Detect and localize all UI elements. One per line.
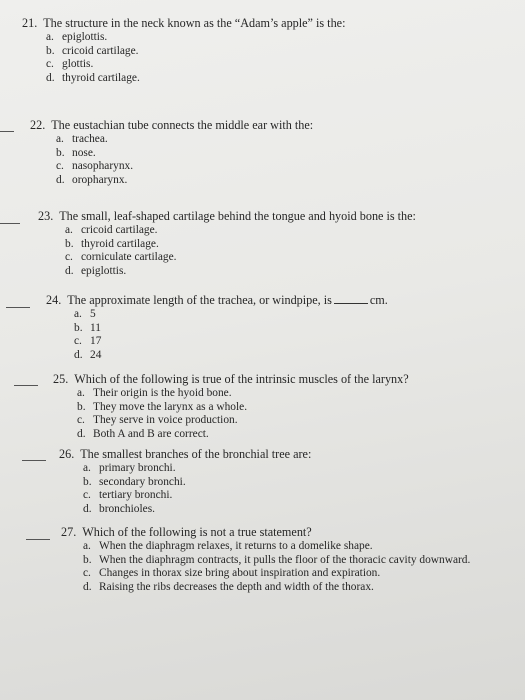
text-span: Both A and B are correct. — [93, 427, 209, 440]
option-c — [65, 251, 416, 265]
text-span: Raising the ribs decreases the depth and width of the thorax. — [99, 580, 374, 593]
option-c — [83, 567, 470, 581]
text-span: 5 — [90, 308, 96, 320]
text-span: They move the larynx as a whole. — [93, 400, 248, 413]
option-letter: c. — [65, 251, 73, 264]
option-letter: d. — [83, 580, 92, 593]
question-27 — [61, 525, 470, 594]
option-b — [83, 476, 311, 490]
answer-blank-25 — [14, 385, 38, 386]
text-span: glottis. — [62, 58, 94, 71]
option-c — [46, 58, 345, 72]
option-b — [83, 554, 470, 568]
text-span: epiglottis. — [62, 31, 108, 43]
option-letter: b. — [74, 321, 83, 334]
option-letter: a. — [74, 308, 82, 320]
option-letter: d. — [56, 173, 65, 186]
text-span: Changes in thorax size bring about inspiration and expiration. — [99, 567, 381, 580]
text-span: thyroid cartilage. — [62, 71, 140, 84]
question-25 — [53, 372, 409, 441]
option-b — [56, 147, 313, 161]
text-span: 24. — [46, 293, 62, 307]
text-span: 22. — [30, 118, 46, 132]
option-d — [56, 174, 313, 188]
text-span: 26. — [59, 447, 75, 461]
option-d — [77, 428, 409, 442]
option-letter: c. — [83, 567, 91, 580]
question-22 — [30, 118, 313, 187]
text-span: Their origin is the hyoid bone. — [93, 387, 232, 399]
option-letter: c. — [83, 489, 91, 502]
option-c — [77, 414, 409, 428]
option-b — [46, 45, 345, 59]
text-span: The approximate length of the trachea, or windpipe, is — [67, 293, 332, 307]
option-a — [46, 31, 345, 45]
text-span: epiglottis. — [81, 264, 127, 277]
option-letter: a. — [46, 31, 54, 43]
text-span: They serve in voice production. — [93, 414, 238, 427]
option-a — [83, 462, 311, 476]
text-span: nasopharynx. — [72, 160, 134, 173]
question-stem — [59, 447, 311, 462]
text-span: Which of the following is true of the intrinsic muscles of the larynx? — [74, 372, 409, 386]
option-b — [65, 238, 416, 252]
text-span: oropharynx. — [72, 173, 128, 186]
question-stem — [22, 16, 345, 31]
answer-blank-23 — [0, 223, 20, 224]
text-span: secondary bronchi. — [99, 475, 186, 488]
option-c — [74, 335, 388, 349]
option-d — [74, 349, 388, 363]
question-21 — [22, 16, 345, 85]
option-a — [83, 540, 470, 554]
option-letter: c. — [77, 414, 85, 427]
text-span: 24 — [90, 348, 102, 361]
option-letter: d. — [77, 427, 86, 440]
text-span: corniculate cartilage. — [81, 251, 177, 264]
text-span: cm. — [369, 293, 388, 307]
option-letter: a. — [77, 387, 85, 399]
option-letter: c. — [56, 160, 64, 173]
option-c — [83, 489, 311, 503]
option-a — [56, 133, 313, 147]
option-letter: d. — [46, 71, 55, 84]
text-span: Which of the following is not a true statement? — [82, 525, 312, 539]
text-span: The small, leaf-shaped cartilage behind the tongue and hyoid bone is the: — [59, 209, 416, 223]
option-letter: a. — [83, 462, 91, 474]
option-letter: c. — [46, 58, 54, 71]
text-span: bronchioles. — [99, 502, 155, 515]
question-stem — [38, 209, 416, 224]
option-a — [77, 387, 409, 401]
text-span: 11 — [90, 321, 101, 334]
option-letter: c. — [74, 335, 82, 348]
text-span: 21. — [22, 16, 38, 30]
text-span: When the diaphragm contracts, it pulls the floor of the thoracic cavity downward. — [99, 553, 471, 566]
option-letter: d. — [74, 348, 83, 361]
question-24 — [46, 293, 388, 362]
question-26 — [59, 447, 311, 516]
option-d — [65, 265, 416, 279]
option-letter: d. — [65, 264, 74, 277]
answer-blank-24 — [6, 307, 30, 308]
question-23 — [38, 209, 416, 278]
option-b — [74, 322, 388, 336]
answer-blank-26 — [22, 460, 46, 461]
text-span: When the diaphragm relaxes, it returns to a domelike shape. — [99, 540, 373, 552]
option-letter: b. — [77, 400, 86, 413]
option-letter: b. — [56, 146, 65, 159]
option-d — [83, 581, 470, 595]
question-stem — [61, 525, 470, 540]
option-c — [56, 160, 313, 174]
text-span: cricoid cartilage. — [62, 44, 139, 57]
text-span: The eustachian tube connects the middle ear with the: — [51, 118, 314, 132]
option-letter: a. — [56, 133, 64, 145]
text-span: 27. — [61, 525, 77, 539]
text-span: primary bronchi. — [99, 462, 176, 474]
option-a — [74, 308, 388, 322]
option-letter: b. — [83, 553, 92, 566]
text-span: cricoid cartilage. — [81, 224, 158, 236]
option-d — [83, 503, 311, 517]
option-d — [46, 72, 345, 86]
option-letter: a. — [65, 224, 73, 236]
text-span: 17 — [90, 335, 102, 348]
text-span: The smallest branches of the bronchial tree are: — [80, 447, 312, 461]
option-letter: b. — [46, 44, 55, 57]
text-span: thyroid cartilage. — [81, 237, 159, 250]
option-letter: a. — [83, 540, 91, 552]
option-letter: b. — [65, 237, 74, 250]
option-letter: b. — [83, 475, 92, 488]
inline-answer-blank — [334, 293, 368, 304]
text-span: 25. — [53, 372, 69, 386]
question-stem — [53, 372, 409, 387]
answer-blank-22 — [0, 131, 14, 132]
option-letter: d. — [83, 502, 92, 515]
text-span: trachea. — [72, 133, 108, 145]
question-stem — [46, 293, 388, 308]
answer-blank-27 — [26, 539, 50, 540]
text-span: tertiary bronchi. — [99, 489, 173, 502]
option-a — [65, 224, 416, 238]
question-stem — [30, 118, 313, 133]
text-span: 23. — [38, 209, 54, 223]
text-span: The structure in the neck known as the “Adam’s apple” is the: — [43, 16, 346, 30]
option-b — [77, 401, 409, 415]
text-span: nose. — [72, 146, 96, 159]
